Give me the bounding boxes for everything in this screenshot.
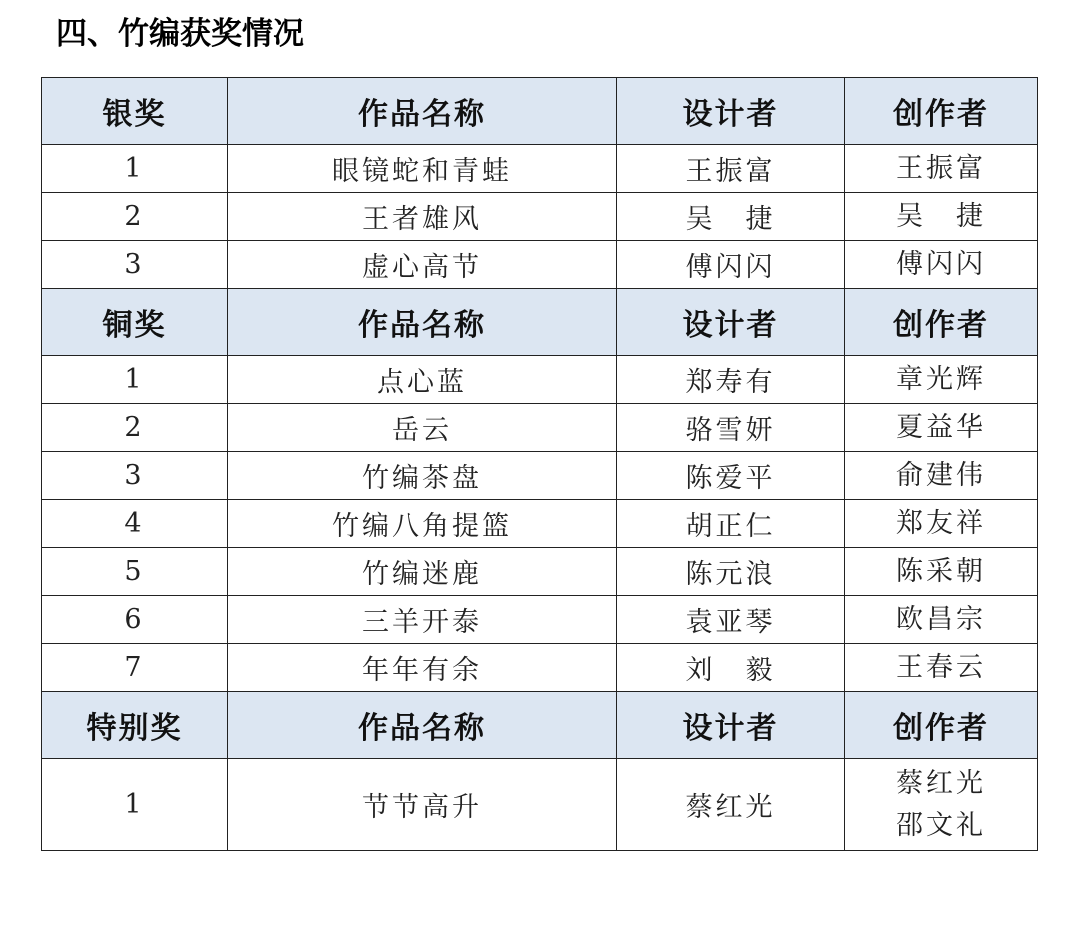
section-header-row xyxy=(42,78,1038,145)
work-name-header: 作品名称 xyxy=(228,692,617,759)
creator-header: 创作者 xyxy=(845,289,1038,356)
creator-cell xyxy=(845,241,1038,289)
table-row xyxy=(42,644,1038,692)
creator-cell xyxy=(845,644,1038,692)
rank-number-cell: 7 xyxy=(42,644,228,692)
work-name-header: 作品名称 xyxy=(228,78,617,145)
creator-name: 章光辉 xyxy=(896,363,986,395)
creator-name: 吴 捷 xyxy=(896,200,986,232)
creator-cell xyxy=(845,759,1038,851)
designer-header: 设计者 xyxy=(617,692,845,759)
work-name-cell: 王者雄风 xyxy=(228,193,617,241)
designer-header: 设计者 xyxy=(617,78,845,145)
rank-number-cell: 6 xyxy=(42,596,228,644)
creator-name: 傅闪闪 xyxy=(896,248,986,280)
creator-name: 夏益华 xyxy=(896,411,986,443)
creator-cell xyxy=(845,356,1038,404)
creator-name: 王春云 xyxy=(896,651,986,683)
designer-cell: 陈爱平 xyxy=(617,452,845,500)
award-level-cell: 铜奖 xyxy=(42,289,228,356)
creator-cell xyxy=(845,404,1038,452)
designer-cell: 傅闪闪 xyxy=(617,241,845,289)
page-title: 四、竹编获奖情况 xyxy=(56,16,304,52)
designer-header: 设计者 xyxy=(617,289,845,356)
table-row xyxy=(42,548,1038,596)
work-name-cell: 年年有余 xyxy=(228,644,617,692)
creator-name: 俞建伟 xyxy=(896,459,986,491)
rank-number-cell: 4 xyxy=(42,500,228,548)
designer-cell: 刘 毅 xyxy=(617,644,845,692)
creator-name: 邵文礼 xyxy=(896,809,986,841)
work-name-cell: 竹编八角提篮 xyxy=(228,500,617,548)
work-name-cell: 节节高升 xyxy=(228,759,617,851)
table-row xyxy=(42,404,1038,452)
creator-header: 创作者 xyxy=(845,692,1038,759)
creator-name: 郑友祥 xyxy=(896,507,986,539)
work-name-header: 作品名称 xyxy=(228,289,617,356)
creator-cell xyxy=(845,193,1038,241)
rank-number-cell: 3 xyxy=(42,452,228,500)
designer-cell: 蔡红光 xyxy=(617,759,845,851)
work-name-cell: 竹编茶盘 xyxy=(228,452,617,500)
work-name-cell: 三羊开泰 xyxy=(228,596,617,644)
designer-cell: 郑寿有 xyxy=(617,356,845,404)
section-header-row xyxy=(42,289,1038,356)
table-row xyxy=(42,596,1038,644)
table-row xyxy=(42,356,1038,404)
awards-table xyxy=(41,77,1038,851)
rank-number-cell: 2 xyxy=(42,404,228,452)
award-level-cell: 特别奖 xyxy=(42,692,228,759)
rank-number-cell: 5 xyxy=(42,548,228,596)
rank-number-cell: 1 xyxy=(42,145,228,193)
table-row xyxy=(42,145,1038,193)
designer-cell: 陈元浪 xyxy=(617,548,845,596)
designer-cell: 王振富 xyxy=(617,145,845,193)
designer-cell: 袁亚琴 xyxy=(617,596,845,644)
rank-number-cell: 1 xyxy=(42,759,228,851)
table-row xyxy=(42,193,1038,241)
rank-number-cell: 1 xyxy=(42,356,228,404)
creator-header: 创作者 xyxy=(845,78,1038,145)
creator-name: 王振富 xyxy=(896,152,986,184)
table-row xyxy=(42,759,1038,851)
work-name-cell: 点心蓝 xyxy=(228,356,617,404)
work-name-cell: 虚心高节 xyxy=(228,241,617,289)
work-name-cell: 岳云 xyxy=(228,404,617,452)
rank-number-cell: 2 xyxy=(42,193,228,241)
designer-cell: 骆雪妍 xyxy=(617,404,845,452)
work-name-cell: 眼镜蛇和青蛙 xyxy=(228,145,617,193)
creator-name: 陈采朝 xyxy=(896,555,986,587)
creator-name: 蔡红光 xyxy=(896,767,986,799)
creator-cell xyxy=(845,452,1038,500)
creator-cell xyxy=(845,145,1038,193)
creator-cell xyxy=(845,596,1038,644)
designer-cell: 胡正仁 xyxy=(617,500,845,548)
table-row xyxy=(42,241,1038,289)
designer-cell: 吴 捷 xyxy=(617,193,845,241)
section-header-row xyxy=(42,692,1038,759)
creator-cell xyxy=(845,500,1038,548)
work-name-cell: 竹编迷鹿 xyxy=(228,548,617,596)
awards-table-body xyxy=(42,78,1038,851)
creator-cell xyxy=(845,548,1038,596)
rank-number-cell: 3 xyxy=(42,241,228,289)
creator-name: 欧昌宗 xyxy=(896,603,986,635)
award-level-cell: 银奖 xyxy=(42,78,228,145)
table-row xyxy=(42,452,1038,500)
table-row xyxy=(42,500,1038,548)
